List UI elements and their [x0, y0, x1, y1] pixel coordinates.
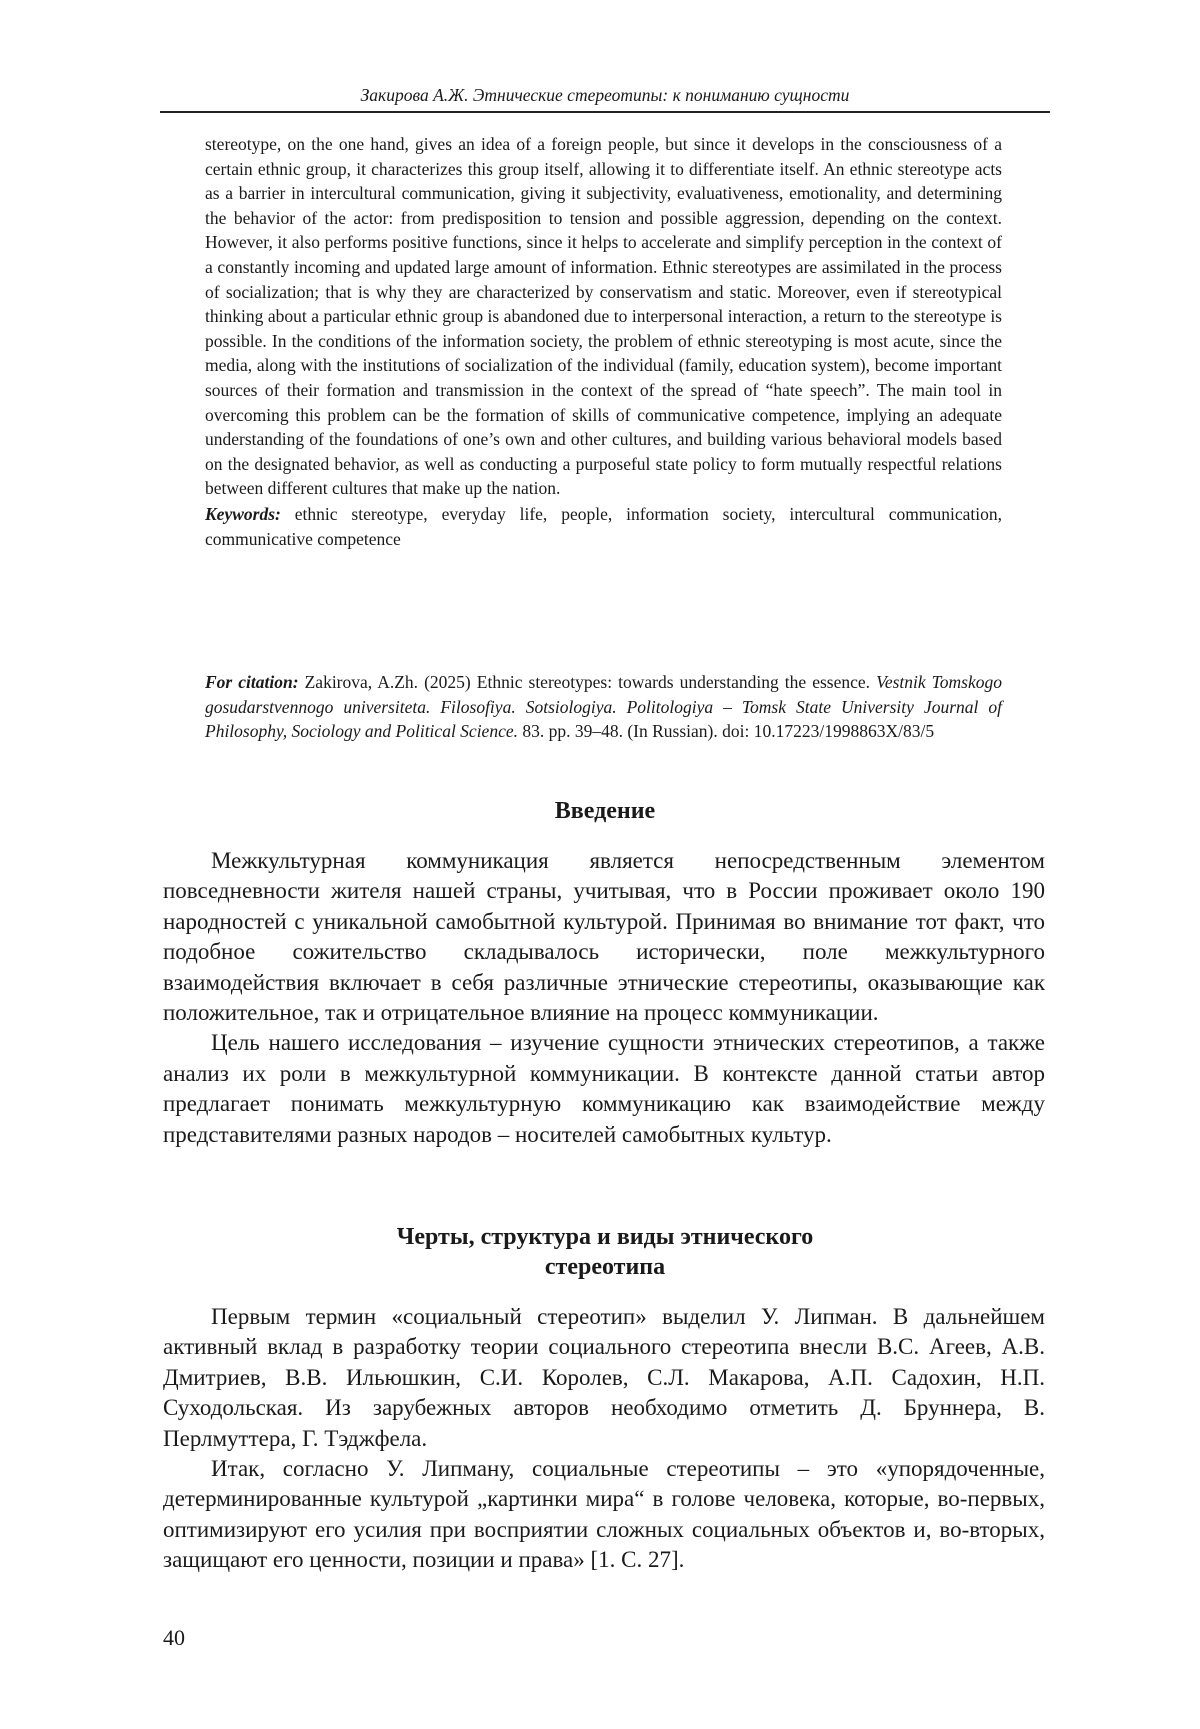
features-body [163, 1302, 1045, 1576]
section-title-features-line-1: Черты, структура и виды этнического [396, 1224, 814, 1250]
citation-label: For citation: [205, 672, 299, 692]
running-header: Закирова А.Ж. Этнические стереотипы: к пониманию сущности [160, 84, 1050, 113]
citation-block [205, 670, 1002, 744]
intro-body [163, 846, 1045, 1150]
section-title-features-line-2: стереотипа [544, 1254, 666, 1280]
features-paragraph-2: Итак, согласно У. Липману, социальные стереотипы – это «упорядоченные, детерминированные культурой „картинки мира“ в голове человека, которые, во-первых, оптимизируют его усилия при восприятии сложных социальных объектов и, во-вторых, защищают его ценности, позиции и права» [1. С. 27]. [163, 1456, 1045, 1573]
citation-text-after: 83. pp. 39–48. (In Russian). doi: 10.17223/1998863X/83/5 [522, 721, 935, 742]
section-title-features [160, 1222, 1050, 1282]
page-number: 40 [163, 1625, 185, 1650]
intro-paragraph-1: Межкультурная коммуникация является непосредственным элементом повседневности жителя нашей страны, учитывая, что в России проживает около 190 народностей с уникальной самобытной культурой. Принимая во внимание тот факт, что подобное сожительство складывалось исторически, поле межкультурного взаимодействия включает в себя различные этнические стереотипы, оказывающие как положительное, так и отрицательное влияние на процесс коммуникации. [163, 848, 1045, 1026]
abstract-text: stereotype, on the one hand, gives an idea of a foreign people, but since it develops in the consciousness of a certain ethnic group, it characterizes this group itself, allowing it to differentiate itself. An ethnic stereotype acts as a barrier in intercultural communication, giving it subjectivity, evaluativeness, emotionality, and determining the behavior of the actor: from predisposition to tension and possible aggression, depending on the context. However, it also performs positive functions, since it helps to accelerate and simplify perception in the context of a constantly incoming and updated large amount of information. Ethnic stereotypes are assimilated in the process of socialization; that is why they are characterized by conservatism and static. Moreover, even if stereotypical thinking about a particular ethnic group is abandoned due to interpersonal interaction, a return to the stereotype is possible. In the conditions of the information society, the problem of ethnic stereotyping is most acute, since the media, along with the institutions of socialization of the individual (family, education system), become important sources of their formation and transmission in the context of the spread of “hate speech”. The main tool in overcoming this problem can be the formation of skills of communicative competence, implying an adequate understanding of the foundations of one’s own and other cultures, and building various behavioral models based on the designated behavior, as well as conducting a purposeful state policy to form mutually respectful relations between different cultures that make up the nation. [205, 134, 1002, 499]
keywords-label: Keywords: [205, 503, 281, 524]
abstract-block [205, 132, 1002, 551]
features-paragraph-1: Первым термин «социальный стереотип» выделил У. Липман. В дальнейшем активный вклад в разработку теории социального стереотипа внесли В.С. Агеев, А.В. Дмитриев, В.В. Ильюшкин, С.И. Королев, С.Л. Макарова, А.П. Садохин, Н.П. Суходольская. Из зарубежных авторов необходимо отметить Д. Бруннера, В. Перлмуттера, Г. Тэджфела. [163, 1304, 1045, 1451]
citation-text-before: Zakirova, A.Zh. (2025) Ethnic stereotypes: towards understanding the essence. [304, 672, 871, 692]
intro-paragraph-2: Цель нашего исследования – изучение сущности этнических стереотипов, а также анализ их роли в межкультурной коммуникации. В контексте данной статьи автор предлагает понимать межкультурную коммуникацию как взаимодействие между представителями разных народов – носителей самобытных культур. [163, 1030, 1045, 1147]
citation-journal: Vestnik Tomskogo gosudarstvennogo universiteta. Filosofiya. Sotsiologiya. Politologiya – Tomsk State University Journal of Philosophy, Sociology and Political Science. [205, 672, 1003, 742]
keywords-text: ethnic stereotype, everyday life, people, information society, intercultural communication, communicative competence [205, 503, 1003, 549]
keywords-line [205, 502, 1002, 551]
section-title-intro: Введение [554, 798, 656, 824]
